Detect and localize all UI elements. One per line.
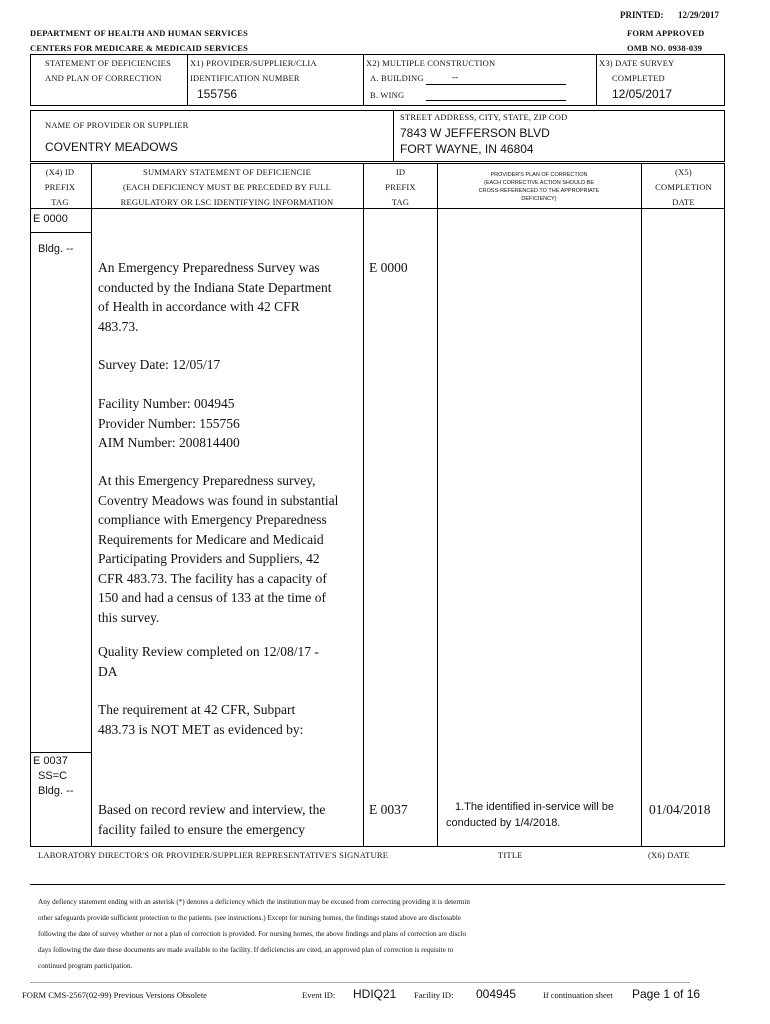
provider-name-value: COVENTRY MEADOWS bbox=[45, 140, 178, 154]
id-label: ID bbox=[395, 167, 406, 177]
x4-id-label: (X4) ID bbox=[45, 167, 75, 177]
survey-date-text: Survey Date: 12/05/17 bbox=[98, 357, 221, 372]
plan-line-2: conducted by 1/4/2018. bbox=[446, 817, 561, 829]
plan-tag-e0000: E 0000 bbox=[369, 260, 408, 275]
department-title: DEPARTMENT OF HEALTH AND HUMAN SERVICES bbox=[30, 28, 249, 38]
requirement-text: The requirement at 42 CFR, Subpart 483.73 is NOT MET as evidenced by: bbox=[98, 702, 304, 737]
x5-label: (X5) bbox=[675, 167, 692, 177]
event-id-label: Event ID: bbox=[302, 990, 336, 1000]
id-tag-label: TAG bbox=[391, 197, 410, 207]
plan-tag-e0037: E 0037 bbox=[369, 802, 408, 817]
id-prefix-label: PREFIX bbox=[385, 182, 416, 192]
multiple-construction-label: X2) MULTIPLE CONSTRUCTION bbox=[366, 58, 496, 68]
bldg-label-2: Bldg. -- bbox=[38, 785, 74, 797]
date-survey-value: 12/05/2017 bbox=[612, 87, 673, 101]
form-approved: FORM APPROVED bbox=[627, 28, 705, 38]
provider-id-value: 155756 bbox=[197, 87, 238, 101]
address-line-2: FORT WAYNE, IN 46804 bbox=[400, 142, 534, 156]
plan-header-2: (EACH CORRECTIVE ACTION SHOULD BE bbox=[483, 180, 595, 186]
building-value: -- bbox=[452, 72, 458, 82]
finding-text: Based on record review and interview, the facility failed to ensure the emergency bbox=[98, 802, 326, 837]
identification-number-label: IDENTIFICATION NUMBER bbox=[190, 73, 300, 83]
disclaimer: Any defiency statement ending with an asterisk (*) denotes a deficiency which the institution may be excused from correcting providing it is determin other safeguards provide sufficient protection to the patients. (see instructions.) Except for nursing homes, the findings stated above are disclosable following the date of survey whether or not a plan of correction is provided. For nursing homes, the above findings and plans of correction are disclo days following the date these documents are made available to the facility. If deficiencies are cited, an approved plan of correction is requisite to continued program participation. bbox=[38, 898, 470, 970]
scope-severity: SS=C bbox=[38, 770, 68, 782]
summary-paragraph-1: An Emergency Preparedness Survey was conducted by the Indiana State Department of Health in accordance with 42 CFR 483.73. bbox=[98, 260, 332, 334]
bldg-label-1: Bldg. -- bbox=[38, 243, 74, 255]
x4-tag-label: TAG bbox=[51, 197, 69, 207]
plan-header-3: CROSS-REFERENCED TO THE APPROPRIATE bbox=[478, 188, 600, 194]
wing-label: B. WING bbox=[370, 90, 405, 100]
completion-label: COMPLETION bbox=[655, 182, 712, 192]
summary-header-1: SUMMARY STATEMENT OF DEFICIENCIE bbox=[143, 167, 311, 177]
statement-label: STATEMENT OF DEFICIENCIES bbox=[45, 58, 172, 68]
completed-label: COMPLETED bbox=[612, 73, 665, 83]
tag-e0000: E 0000 bbox=[33, 213, 68, 225]
form-number: FORM CMS-2567(02-99) Previous Versions Obsolete bbox=[22, 990, 207, 1000]
building-label: A. BUILDING bbox=[370, 73, 424, 83]
plan-line-1: 1.The identified in-service will be bbox=[455, 801, 614, 813]
summary-header-2: (EACH DEFICIENCY MUST BE PRECEDED BY FULL bbox=[122, 182, 332, 192]
provider-box bbox=[30, 110, 725, 162]
continuation-label: If continuation sheet bbox=[543, 990, 613, 1000]
plan-of-correction-label: AND PLAN OF CORRECTION bbox=[45, 73, 162, 83]
omb-number: OMB NO. 0938-039 bbox=[627, 43, 703, 53]
address-label: STREET ADDRESS, CITY, STATE, ZIP COD bbox=[400, 112, 568, 122]
plan-header-1: PROVIDER'S PLAN OF CORRECTION bbox=[490, 172, 588, 178]
summary-header-3: REGULATORY OR LSC IDENTIFYING INFORMATION bbox=[120, 197, 334, 207]
signature-label: LABORATORY DIRECTOR'S OR PROVIDER/SUPPLIER REPRESENTATIVE'S SIGNATURE bbox=[38, 850, 389, 860]
tag-e0037: E 0037 bbox=[33, 755, 68, 767]
provider-id-label: X1) PROVIDER/SUPPLIER/CLIA bbox=[190, 58, 317, 68]
facility-id-value: 004945 bbox=[476, 987, 517, 1001]
printed-label: PRINTED: bbox=[620, 10, 664, 20]
address-line-1: 7843 W JEFFERSON BLVD bbox=[400, 126, 550, 140]
event-id-value: HDIQ21 bbox=[353, 987, 397, 1001]
quality-review-text: Quality Review completed on 12/08/17 - DA bbox=[98, 644, 319, 679]
facility-info: Facility Number: 004945 Provider Number: 155756 AIM Number: 200814400 bbox=[98, 396, 240, 450]
plan-header-4: DEFICIENCY) bbox=[521, 196, 557, 202]
printed-date: 12/29/2017 bbox=[678, 10, 720, 20]
summary-paragraph-4: At this Emergency Preparedness survey, Coventry Meadows was found in substantial compliance with Emergency Preparedness Requirements for Medicare and Medicaid Participating Providers and Suppliers, 42 CFR 483.73. The facility has a capacity of 150 and had a census of 133 at the time of this survey. bbox=[98, 473, 339, 625]
date-survey-label: X3) DATE SURVEY bbox=[599, 58, 675, 68]
x4-prefix-label: PREFIX bbox=[44, 182, 76, 192]
provider-name-label: NAME OF PROVIDER OR SUPPLIER bbox=[45, 120, 189, 130]
title-label: TITLE bbox=[498, 850, 523, 860]
facility-id-label: Facility ID: bbox=[414, 990, 454, 1000]
date-col-label: DATE bbox=[672, 197, 695, 207]
centers-title: CENTERS FOR MEDICARE & MEDICAID SERVICES bbox=[30, 43, 249, 53]
page-number: Page 1 of 16 bbox=[632, 987, 701, 1001]
signature-date-label: (X6) DATE bbox=[648, 850, 690, 860]
completion-date: 01/04/2018 bbox=[649, 802, 711, 817]
